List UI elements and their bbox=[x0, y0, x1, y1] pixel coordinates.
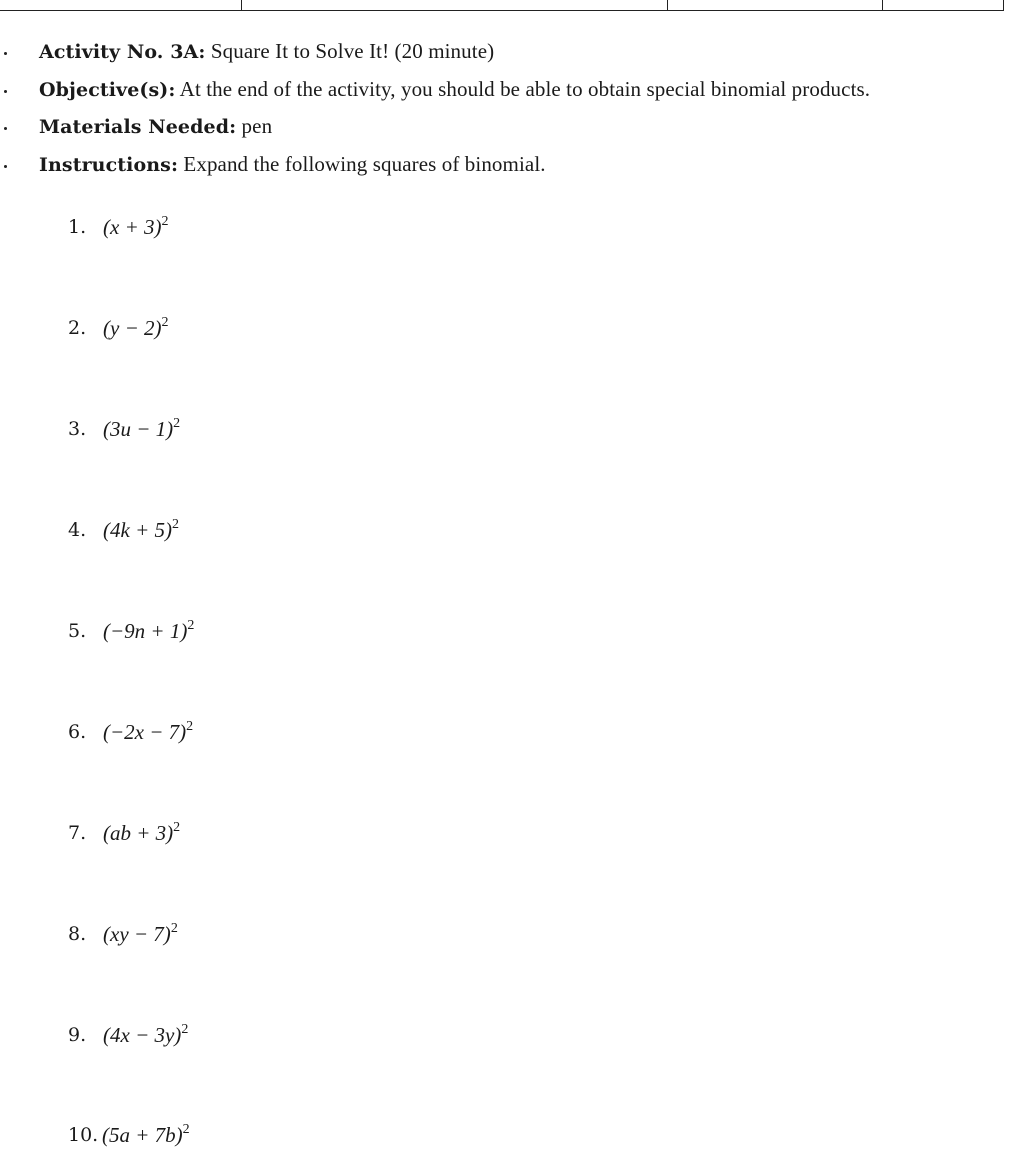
item-expression: $(y - 2)^2$ bbox=[103, 314, 169, 340]
materials-text: pen bbox=[236, 113, 273, 138]
item-number: 5. bbox=[68, 620, 87, 642]
table-divider bbox=[1003, 0, 1004, 11]
item-expression: $(3u - 1)^2$ bbox=[103, 415, 181, 441]
item-number: 3. bbox=[68, 418, 87, 440]
problem-item bbox=[68, 212, 168, 242]
problem-item bbox=[68, 818, 180, 848]
problem-item bbox=[68, 313, 168, 343]
item-number: 7. bbox=[68, 822, 87, 844]
bullet-icon bbox=[4, 165, 7, 168]
table-divider bbox=[241, 0, 242, 11]
activity-text: Square It to Solve It! (20 minute) bbox=[205, 38, 495, 63]
problem-item bbox=[68, 919, 178, 949]
instructions-text: Expand the following squares of binomial. bbox=[178, 151, 546, 176]
item-number: 9. bbox=[68, 1024, 87, 1046]
instructions-label: Instructions: bbox=[39, 153, 179, 176]
item-number: 2. bbox=[68, 317, 87, 339]
bullet-icon bbox=[4, 127, 7, 130]
item-number: 1. bbox=[68, 216, 87, 238]
item-expression: (xy − 7)$^2$ bbox=[103, 920, 178, 946]
table-divider bbox=[882, 0, 883, 11]
item-expression: $(4k + 5)^2$ bbox=[103, 516, 179, 542]
bullet-icon bbox=[4, 90, 7, 93]
item-expression: $(x + 3)^2$ bbox=[103, 213, 169, 239]
item-number: 4. bbox=[68, 519, 87, 541]
item-expression: (ab + 3)$^2$ bbox=[103, 819, 181, 845]
table-divider bbox=[667, 0, 668, 11]
problem-item bbox=[68, 1020, 188, 1050]
top-table-border bbox=[0, 10, 1004, 11]
problem-item bbox=[68, 1120, 190, 1150]
objective-text: At the end of the activity, you should be able to obtain special binomial products. bbox=[175, 76, 871, 101]
item-number: 8. bbox=[68, 923, 87, 945]
item-number: 10. bbox=[68, 1124, 99, 1146]
problem-item bbox=[68, 414, 180, 444]
item-expression: $(-9n + 1)^2$ bbox=[103, 617, 195, 643]
bullet-icon bbox=[4, 52, 7, 55]
problem-item bbox=[68, 717, 193, 747]
activity-label: Activity No. 3A: bbox=[39, 40, 206, 63]
materials-label: Materials Needed: bbox=[39, 115, 237, 138]
objective-label: Objective(s): bbox=[39, 78, 176, 101]
item-expression: $(5a + 7b)^2$ bbox=[102, 1121, 190, 1147]
item-number: 6. bbox=[68, 721, 87, 743]
problem-item bbox=[68, 616, 194, 646]
problem-item bbox=[68, 515, 179, 545]
item-expression: $(-2x - 7)^2$ bbox=[103, 718, 194, 744]
item-expression: $(4x - 3y)^2$ bbox=[103, 1021, 189, 1047]
